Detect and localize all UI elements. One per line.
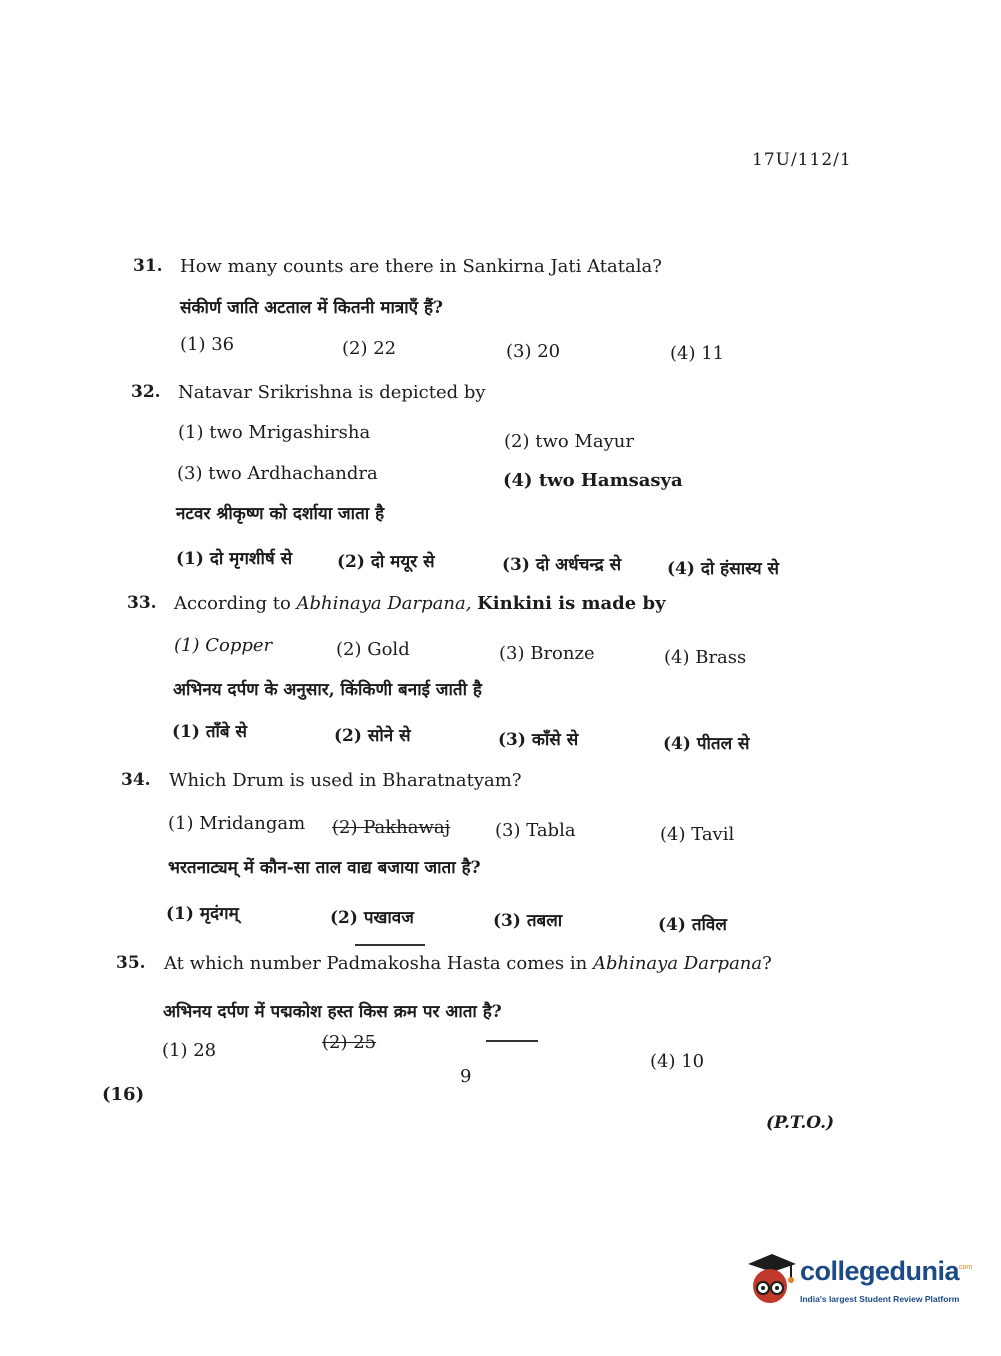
question-number: 32. [131,382,161,402]
question-text-post: Kinkini is made by [477,593,666,614]
option-3: (3) two Ardhachandra [177,463,378,484]
option-4: (4) Brass [664,647,747,668]
option-4: (4) two Hamsasya [503,470,683,491]
book-title: Abhinaya Darpana, [296,593,472,614]
brand-tagline: India's largest Student Review Platform [800,1294,960,1304]
scratch-mark [355,944,425,946]
option-2-hindi: (2) सोने से [334,726,411,746]
option-1-hindi: (1) ताँबे से [172,722,248,742]
collegedunia-watermark [742,1250,972,1320]
question-text: How many counts are there in Sankirna Jati Atatala? [180,256,662,277]
option-1-hindi: (1) मृदंगम् [166,904,239,924]
brand-name: collegedunia [800,1256,960,1286]
option-3: (3) 20 [506,341,561,362]
option-2: (2) Gold [336,639,410,660]
option-4: (4) 10 [650,1051,705,1072]
option-1: (1) Copper [174,635,273,656]
option-3-hindi: (3) तबला [493,911,563,931]
question-number: 34. [121,770,151,790]
question-text-hindi: नटवर श्रीकृष्ण को दर्शाया जाता है [176,504,385,524]
scratch-mark [486,1040,538,1042]
brand-suffix: .com [957,1264,973,1271]
option-1: (1) 28 [162,1040,217,1061]
option-1: (1) 36 [180,334,235,355]
option-3: (3) Tabla [495,820,576,841]
option-2: (2) Pakhawaj [332,817,451,838]
pto-marker: (P.T.O.) [766,1113,835,1133]
question-text: Which Drum is used in Bharatnatyam? [169,770,522,791]
option-3: (3) Bronze [499,643,595,664]
option-4-hindi: (4) दो हंसास्य से [667,559,779,579]
option-4: (4) 11 [670,343,725,364]
footer-code: (16) [102,1084,145,1105]
option-4: (4) Tavil [660,824,735,845]
question-number: 33. [127,593,157,613]
question-text-hindi: भरतनाट्यम् में कौन-सा ताल वाद्य बजाया जाता है? [168,858,481,878]
mascot-icon [742,1250,798,1316]
question-text-hindi: संकीर्ण जाति अटताल में कितनी मात्राएँ हैं? [180,298,443,318]
option-2: (2) 22 [342,338,397,359]
option-2: (2) 25 [322,1032,377,1053]
book-title: Abhinaya Darpana [592,953,763,974]
paper-code: 17U/112/1 [752,150,852,170]
question-number: 31. [133,256,163,276]
question-text-hindi: अभिनय दर्पण के अनुसार, किंकिणी बनाई जाती है [173,680,482,700]
option-2-hindi: (2) दो मयूर से [337,552,435,572]
question-text-hindi: अभिनय दर्पण में पद्मकोश हस्त किस क्रम पर आता है? [163,1002,502,1022]
option-1: (1) two Mrigashirsha [178,422,371,443]
question-text-post: ? [762,953,772,974]
question-text [174,593,666,614]
option-4-hindi: (4) तविल [658,915,727,935]
option-2-hindi: (2) पखावज [330,908,414,928]
question-text: Natavar Srikrishna is depicted by [178,382,486,403]
option-1: (1) Mridangam [168,813,306,834]
option-4-hindi: (4) पीतल से [663,734,750,754]
option-2: (2) two Mayur [504,431,634,452]
question-number: 35. [116,953,146,973]
option-3-hindi: (3) काँसे से [498,730,579,750]
option-3-hindi: (3) दो अर्धचन्द्र से [502,555,622,575]
question-text-pre: At which number Padmakosha Hasta comes in [164,953,588,974]
option-1-hindi: (1) दो मृगशीर्ष से [176,549,293,569]
page-number: 9 [460,1066,472,1087]
question-text-pre: According to [174,593,291,614]
question-text [164,953,772,974]
